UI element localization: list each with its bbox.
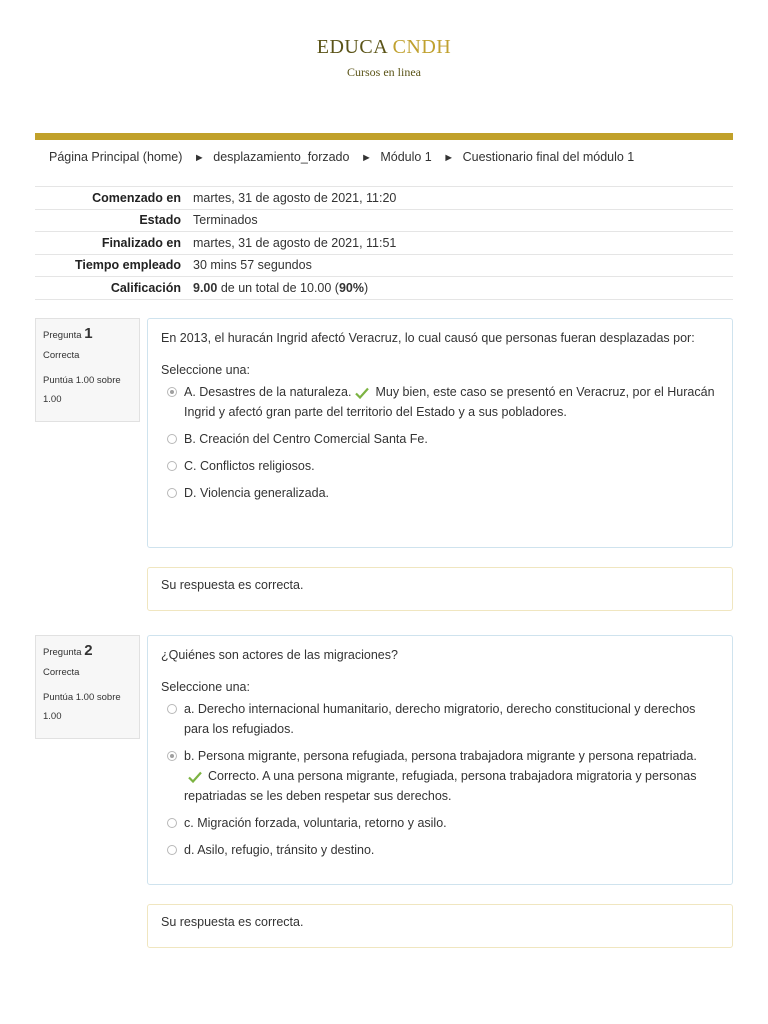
breadcrumb-quiz[interactable]: Cuestionario final del módulo 1 — [462, 150, 635, 164]
question-feedback-2 — [147, 904, 733, 948]
option-text: b. Persona migrante, persona refugiada, persona trabajadora migrante y persona repatriada. — [184, 749, 697, 763]
summary-row-state — [35, 209, 733, 232]
answer-option[interactable] — [167, 746, 719, 806]
radio-button[interactable] — [167, 751, 177, 761]
answer-prompt: Seleccione una: — [161, 363, 250, 377]
summary-value: martes, 31 de agosto de 2021, 11:20 — [193, 190, 397, 205]
option-text: c. Migración forzada, voluntaria, retorno y asilo. — [184, 816, 447, 830]
result-text: Su respuesta es correcta. — [161, 915, 304, 929]
option-text: B. Creación del Centro Comercial Santa Fe. — [184, 432, 428, 446]
grade-end: ) — [364, 280, 369, 295]
question-number — [43, 325, 132, 342]
grade-score: 9.00 — [193, 280, 218, 295]
question-number-value: 2 — [84, 642, 93, 659]
option-text: d. Asilo, refugio, tránsito y destino. — [184, 843, 375, 857]
radio-button[interactable] — [167, 845, 177, 855]
check-icon — [355, 387, 369, 399]
breadcrumb-module[interactable]: Módulo 1 — [380, 150, 432, 164]
summary-row-grade — [35, 277, 733, 300]
radio-button[interactable] — [167, 387, 177, 397]
option-feedback: Correcto. A una persona migrante, refugiada, persona trabajadora migratoria y personas repatriadas se les deben respetar sus derechos. — [184, 769, 697, 803]
summary-value: martes, 31 de agosto de 2021, 11:51 — [193, 235, 397, 250]
option-text: D. Violencia generalizada. — [184, 486, 330, 500]
question-feedback-1 — [147, 567, 733, 611]
grade-middle: de un total de 10.00 ( — [217, 280, 339, 295]
breadcrumb-home[interactable]: Página Principal (home) — [49, 150, 183, 164]
radio-button[interactable] — [167, 461, 177, 471]
question-text: ¿Quiénes son actores de las migraciones? — [161, 648, 398, 662]
breadcrumb — [49, 150, 634, 164]
answer-option[interactable] — [167, 813, 719, 833]
option-text: C. Conflictos religiosos. — [184, 459, 315, 473]
question-label: Pregunta — [43, 647, 82, 658]
question-content-1 — [147, 318, 733, 548]
result-text: Su respuesta es correcta. — [161, 578, 304, 592]
answer-option[interactable] — [167, 456, 719, 476]
question-number — [43, 642, 132, 659]
option-text: A. Desastres de la naturaleza. — [184, 385, 352, 399]
answer-option[interactable] — [167, 699, 719, 739]
breadcrumb-course[interactable]: desplazamiento_forzado — [213, 150, 350, 164]
answer-option[interactable] — [167, 382, 719, 422]
grade-percent: 90% — [338, 280, 364, 295]
brand-part2: CNDH — [392, 36, 452, 58]
summary-row-finished — [35, 232, 733, 255]
answer-option[interactable] — [167, 483, 719, 503]
breadcrumb-separator-icon: ► — [193, 152, 205, 164]
breadcrumb-separator-icon: ► — [360, 152, 372, 164]
question-text: En 2013, el huracán Ingrid afectó Veracruz, lo cual causó que personas fueran desplazadas por: — [161, 331, 695, 345]
summary-label: Comenzado en — [92, 190, 181, 205]
question-info-1 — [35, 318, 140, 422]
summary-row-started — [35, 187, 733, 210]
site-brand[interactable] — [0, 36, 768, 59]
grade-value — [188, 277, 733, 300]
radio-button[interactable] — [167, 818, 177, 828]
summary-value: Terminados — [193, 213, 258, 228]
question-grade: Puntúa 1.00 sobre 1.00 — [43, 375, 121, 405]
breadcrumb-separator-icon: ► — [443, 152, 455, 164]
summary-label: Estado — [139, 213, 181, 228]
brand-part1: EDUCA — [316, 36, 388, 58]
question-content-2 — [147, 635, 733, 885]
answer-option[interactable] — [167, 840, 719, 860]
radio-button[interactable] — [167, 434, 177, 444]
check-icon — [188, 771, 202, 783]
site-subtitle: Cursos en linea — [347, 65, 421, 79]
header-divider-bar — [35, 133, 733, 140]
summary-row-time — [35, 254, 733, 277]
radio-button[interactable] — [167, 704, 177, 714]
answer-prompt: Seleccione una: — [161, 680, 250, 694]
option-text: a. Derecho internacional humanitario, derecho migratorio, derecho constitucional y derechos para los refugiados. — [184, 702, 696, 736]
question-label: Pregunta — [43, 330, 82, 341]
question-grade: Puntúa 1.00 sobre 1.00 — [43, 692, 121, 722]
attempt-summary-table — [35, 186, 733, 300]
question-state: Correcta — [43, 350, 80, 361]
question-number-value: 1 — [84, 325, 93, 342]
summary-label: Finalizado en — [101, 235, 181, 250]
question-state: Correcta — [43, 667, 80, 678]
site-header — [0, 36, 768, 80]
question-info-2 — [35, 635, 140, 739]
answer-option[interactable] — [167, 429, 719, 449]
radio-button[interactable] — [167, 488, 177, 498]
summary-value: 30 mins 57 segundos — [193, 258, 312, 273]
option-feedback: Muy bien, este caso se presentó en Veracruz, por el Huracán Ingrid y afectó gran parte del territorio del Estado y a sus pobladores. — [184, 385, 715, 419]
summary-label: Calificación — [110, 280, 181, 295]
summary-label: Tiempo empleado — [74, 258, 181, 273]
